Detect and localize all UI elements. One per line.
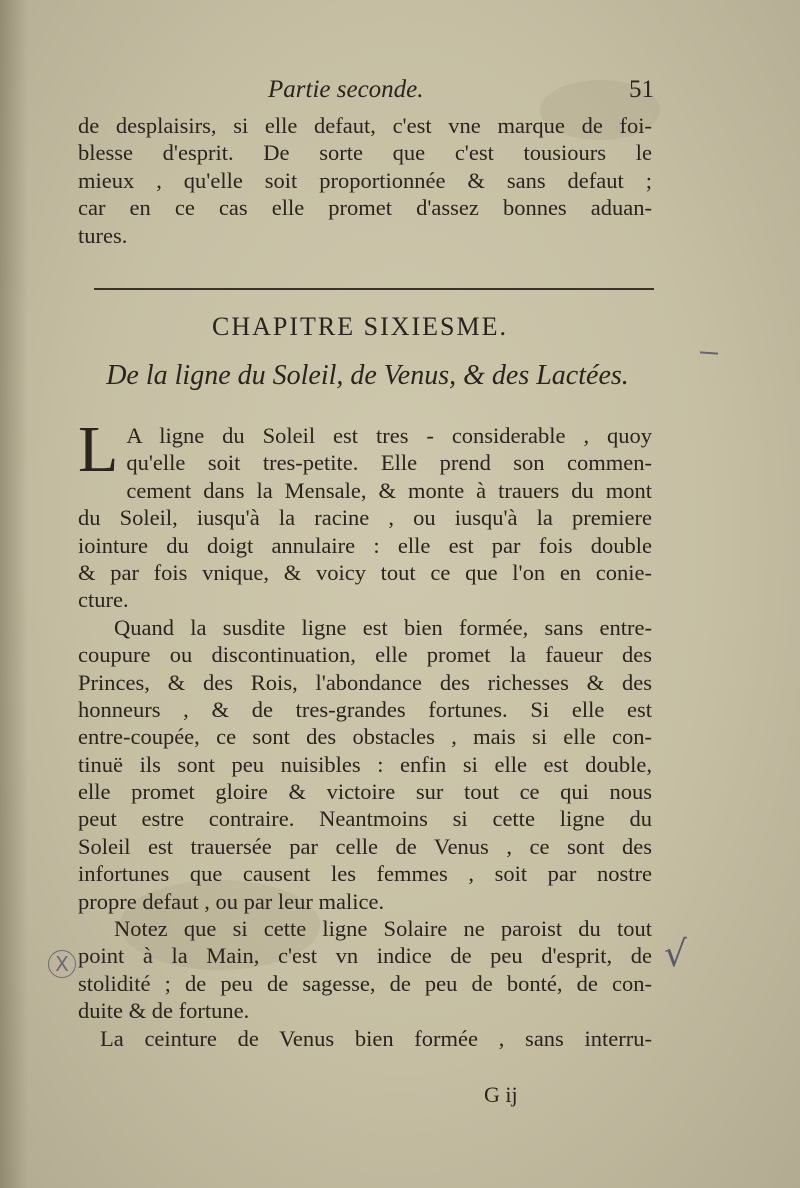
text-line: Soleil est trauersée par celle de Venus , ce sont des (78, 833, 652, 859)
page-number: 51 (629, 76, 654, 103)
main-text (78, 413, 652, 1052)
circled-x-icon: X (48, 950, 76, 978)
text-line: cement dans la Mensale, & monte à trauers du mont (126, 477, 652, 503)
text-line: A ligne du Soleil est tres - considerable , quoy (126, 423, 652, 448)
binding-shadow (0, 0, 28, 1188)
text-line: entre-coupée, ce sont des obstacles , mais si elle con- (78, 724, 652, 750)
text-line: stolidité ; de peu de sagesse, de peu de bonté, de con- (78, 970, 652, 996)
chapter-subtitle: De la ligne du Soleil, de Venus, & des Lactées. (106, 360, 629, 391)
page-header (78, 70, 658, 110)
text-line: coupure ou discontinuation, elle promet la faueur des (78, 642, 652, 668)
text-line: iointure du doigt annulaire : elle est par fois double (78, 532, 652, 558)
text-line: Notez que si cette ligne Solaire ne paroist du tout (114, 916, 652, 942)
text-line: blesse d'esprit. De sorte que c'est tousiours le (78, 140, 652, 166)
text-line: La ceinture de Venus bien formée , sans interru- (100, 1025, 652, 1051)
signature-mark: G ij (484, 1082, 518, 1107)
check-mark-icon: √ (664, 934, 687, 975)
text-line: honneurs , & de tres-grandes fortunes. Si elle est (78, 696, 652, 722)
text-line: de desplaisirs, si elle defaut, c'est vne marque de foi- (78, 113, 652, 138)
text-line: & par fois vnique, & voicy tout ce que l'on en conie- (78, 559, 652, 585)
text-line: Quand la susdite ligne est bien formée, sans entre- (114, 614, 652, 640)
text-line: propre defaut , ou par leur malice. (78, 888, 385, 914)
text-line: tinuë ils sont peu nuisibles : enfin si elle est double, (78, 751, 652, 777)
text-line: elle promet gloire & victoire sur tout ce qui nous (78, 779, 652, 805)
chapter-title: CHAPITRE SIXIESME. (211, 312, 508, 341)
running-head: Partie seconde. (268, 76, 424, 103)
text-line: peut estre contraire. Neantmoins si cette ligne du (78, 806, 652, 832)
text-line: duite & de fortune. (78, 998, 250, 1024)
text-line: Princes, & des Rois, l'abondance des richesses & des (78, 669, 652, 695)
text-line: point à la Main, c'est vn indice de peu d'esprit, de (78, 943, 652, 969)
margin-tick-mark (700, 351, 718, 354)
text-line: tures. (78, 222, 128, 248)
text-line: car en ce cas elle promet d'assez bonnes aduan- (78, 195, 652, 221)
text-line: infortunes que causent les femmes , soit par nostre (78, 861, 652, 887)
text-line: cture. (78, 587, 129, 613)
top-paragraph (78, 112, 652, 249)
chapter-divider (94, 288, 654, 290)
text-line: qu'elle soit tres-petite. Elle prend son commen- (126, 450, 652, 476)
text-line: du Soleil, iusqu'à la racine , ou iusqu'à la premiere (78, 505, 652, 531)
drop-cap: L (78, 413, 119, 486)
text-line: mieux , qu'elle soit proportionnée & sans defaut ; (78, 167, 652, 193)
